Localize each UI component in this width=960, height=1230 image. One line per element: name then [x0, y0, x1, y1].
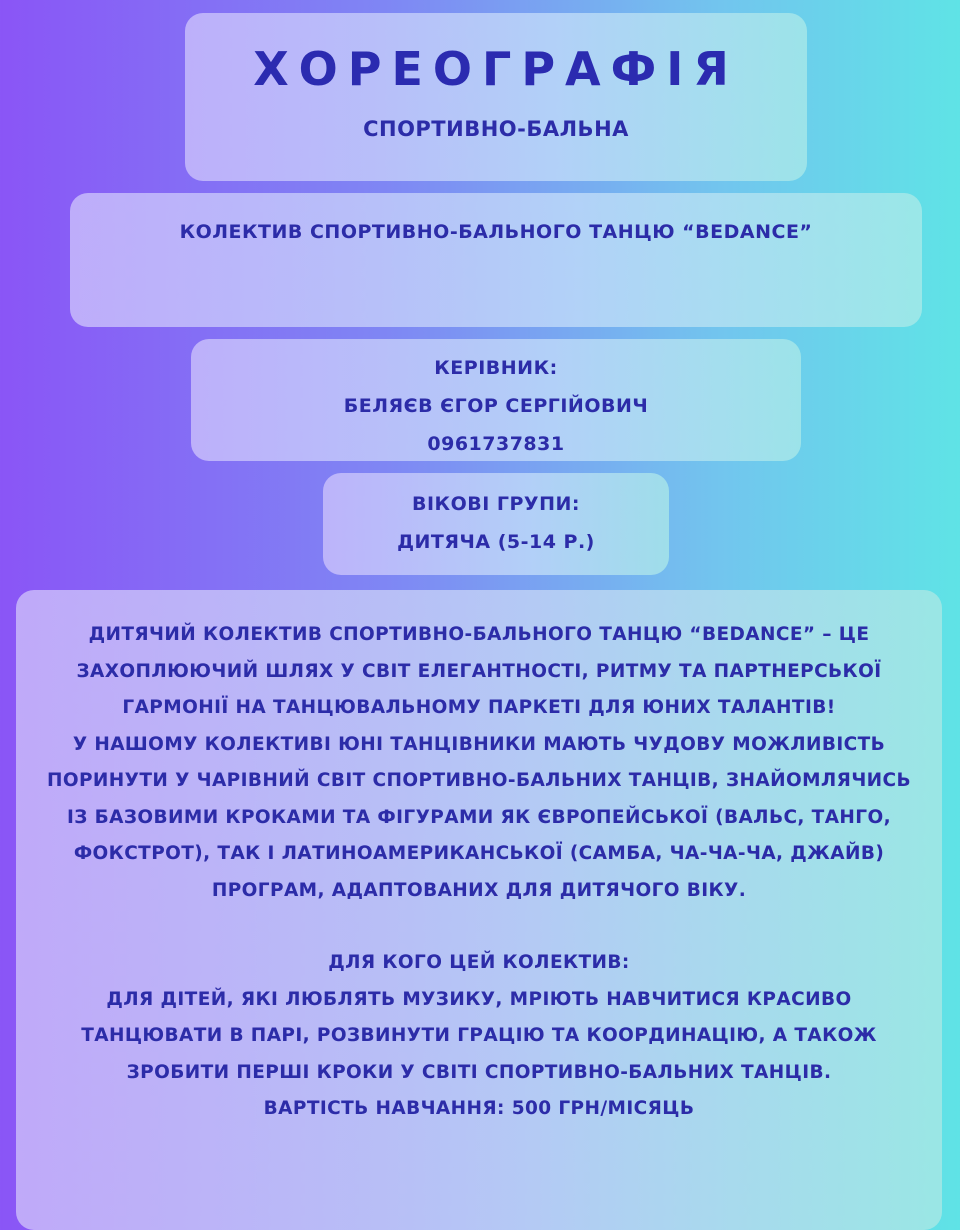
paragraph-spacer — [16, 909, 942, 945]
audience-line: ЗРОБИТИ ПЕРШІ КРОКИ У СВІТІ СПОРТИВНО-БАЛЬНИХ ТАНЦІВ. — [126, 1061, 832, 1083]
audience-line: ТАНЦЮВАТИ В ПАРІ, РОЗВИНУТИ ГРАЦІЮ ТА КООРДИНАЦІЮ, А ТАКОЖ — [81, 1025, 877, 1046]
age-groups-label: ВІКОВІ ГРУПИ: — [412, 493, 580, 515]
leader-name: БЕЛЯЄВ ЄГОР СЕРГІЙОВИЧ — [343, 395, 649, 417]
description-line: ЗАХОПЛЮЮЧИЙ ШЛЯХ У СВІТ ЕЛЕГАНТНОСТІ, РИТМУ ТА ПАРТНЕРСЬКОЇ — [76, 660, 882, 682]
leader-phone: 0961737831 — [427, 433, 565, 455]
description-card — [16, 590, 942, 1230]
audience-heading: ДЛЯ КОГО ЦЕЙ КОЛЕКТИВ: — [328, 952, 630, 973]
description-line: ПРОГРАМ, АДАПТОВАНИХ ДЛЯ ДИТЯЧОГО ВІКУ. — [211, 879, 747, 901]
collective-card — [70, 193, 922, 327]
page-subtitle: СПОРТИВНО-БАЛЬНА — [363, 117, 629, 141]
description-line: ГАРМОНІЇ НА ТАНЦЮВАЛЬНОМУ ПАРКЕТІ ДЛЯ ЮНИХ ТАЛАНТІВ! — [122, 697, 836, 718]
leader-label: КЕРІВНИК: — [434, 357, 558, 379]
price-text: ВАРТІСТЬ НАВЧАННЯ: 500 ГРН/МІСЯЦЬ — [263, 1098, 695, 1119]
title-card — [185, 13, 807, 181]
description-line: ДИТЯЧИЙ КОЛЕКТИВ СПОРТИВНО-БАЛЬНОГО ТАНЦЮ “BEDANCE” – ЦЕ — [88, 624, 870, 645]
description-line: ПОРИНУТИ У ЧАРІВНИЙ СВІТ СПОРТИВНО-БАЛЬНИХ ТАНЦІВ, ЗНАЙОМЛЯЧИСЬ — [46, 770, 912, 791]
age-groups-value: ДИТЯЧА (5-14 Р.) — [397, 531, 595, 553]
description-line: ФОКСТРОТ), ТАК І ЛАТИНОАМЕРИКАНСЬКОЇ (САМБА, ЧА-ЧА-ЧА, ДЖАЙВ) — [73, 843, 885, 864]
audience-line: ДЛЯ ДІТЕЙ, ЯКІ ЛЮБЛЯТЬ МУЗИКУ, МРІЮТЬ НАВЧИТИСЯ КРАСИВО — [106, 988, 852, 1010]
page-title: ХОРЕОГРАФІЯ — [253, 42, 739, 96]
collective-name: КОЛЕКТИВ СПОРТИВНО-БАЛЬНОГО ТАНЦЮ “BEDANCE” — [179, 221, 813, 243]
leader-card — [191, 339, 801, 461]
description-line: ІЗ БАЗОВИМИ КРОКАМИ ТА ФІГУРАМИ ЯК ЄВРОПЕЙСЬКОЇ (ВАЛЬС, ТАНГО, — [66, 806, 892, 828]
age-groups-card — [323, 473, 669, 575]
description-line: У НАШОМУ КОЛЕКТИВІ ЮНІ ТАНЦІВНИКИ МАЮТЬ ЧУДОВУ МОЖЛИВІСТЬ — [72, 733, 886, 755]
